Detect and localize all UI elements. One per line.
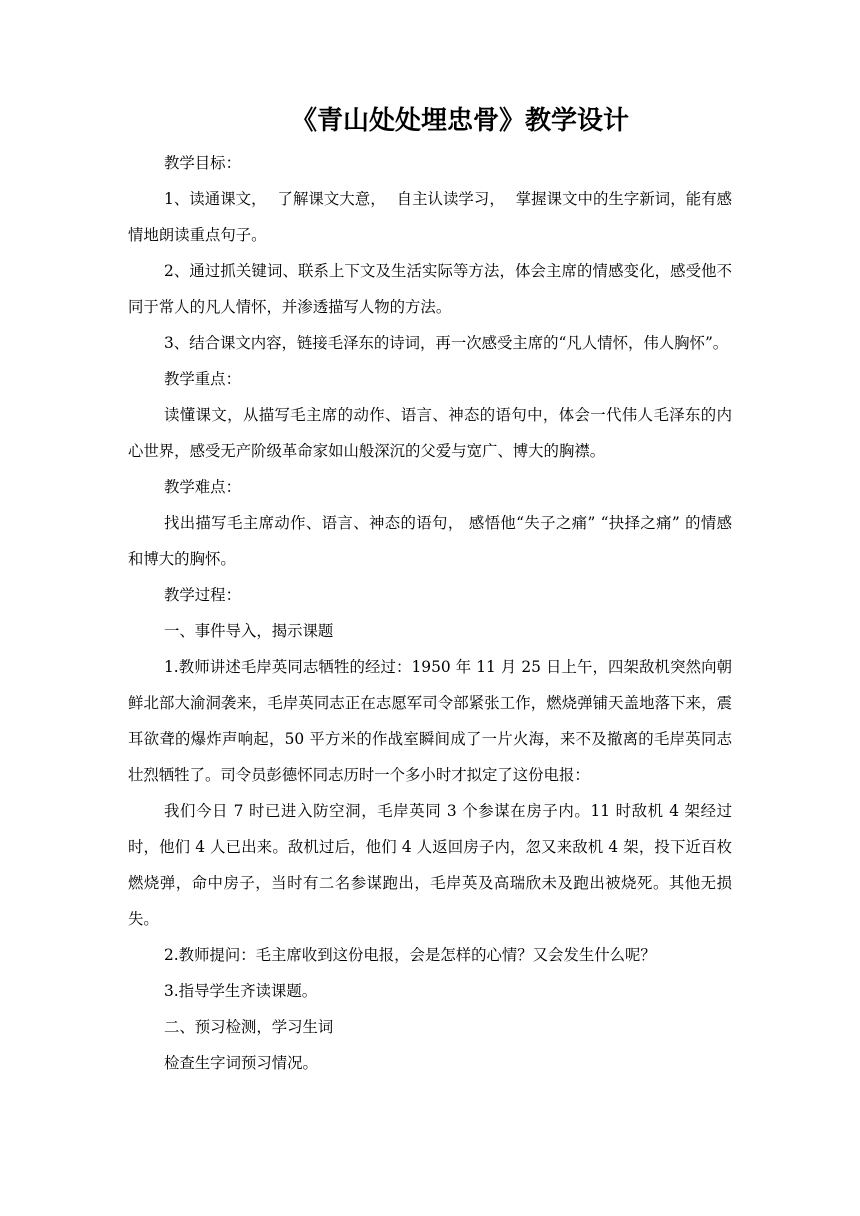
paragraph-process-heading: 教学过程：	[164, 586, 241, 604]
document-body	[128, 145, 732, 1081]
paragraph-goal-3: 3、结合课文内容，链接毛泽东的诗词，再一次感受主席的“凡人情怀，伟人胸怀”。	[164, 334, 729, 352]
paragraph-read-title: 3.指导学生齐读课题。	[164, 982, 318, 1000]
paragraph-teacher-question: 2.教师提问：毛主席收到这份电报，会是怎样的心情？又会发生什么呢？	[164, 946, 656, 964]
paragraph-check-vocabulary: 检查生字词预习情况。	[164, 1054, 318, 1072]
document-title: 《青山处处埋忠骨》教学设计	[290, 106, 629, 136]
paragraph-difficulties-heading: 教学难点：	[164, 478, 241, 496]
paragraph-teacher-story: 1.教师讲述毛岸英同志牺牲的经过：1950 年 11 月 25 日上午，四架敌机突然向朝鲜北部大渝洞袭来，毛岸英同志正在志愿军司令部紧张工作，燃烧弹铺天盖地落下来，震耳欲聋的爆炸声响起，50 平方米的作战室瞬间成了一片火海，来不及撤离的毛岸英同志壮烈牺牲了。司令员彭德怀同志历时一个多小时才拟定了这份电报：	[128, 658, 732, 784]
paragraph-goal-1: 1、读通课文， 了解课文大意， 自主认读学习， 掌握课文中的生字新词，能有感情地朗读重点句子。	[128, 190, 732, 244]
paragraph-goal-2: 2、通过抓关键词、联系上下文及生活实际等方法，体会主席的情感变化，感受他不同于常人的凡人情怀，并渗透描写人物的方法。	[128, 262, 732, 316]
paragraph-section-one: 一、事件导入，揭示课题	[164, 622, 334, 640]
paragraph-key-points: 读懂课文，从描写毛主席的动作、语言、神态的语句中，体会一代伟人毛泽东的内心世界，感受无产阶级革命家如山般深沉的父爱与宽广、博大的胸襟。	[128, 406, 732, 460]
paragraph-telegram: 我们今日 7 时已进入防空洞，毛岸英同 3 个参谋在房子内。11 时敌机 4 架经过时，他们 4 人已出来。敌机过后，他们 4 人返回房子内，忽又来敌机 4 架，投下近百枚燃烧弹，命中房子，当时有二名参谋跑出，毛岸英及高瑞欣未及跑出被烧死。其他无损失。	[128, 802, 732, 928]
paragraph-teaching-goals-heading: 教学目标：	[164, 154, 241, 172]
paragraph-key-points-heading: 教学重点：	[164, 370, 241, 388]
paragraph-section-two: 二、预习检测，学习生词	[164, 1018, 334, 1036]
paragraph-difficulties: 找出描写毛主席动作、语言、神态的语句， 感悟他“失子之痛” “抉择之痛” 的情感和博大的胸怀。	[128, 514, 732, 568]
